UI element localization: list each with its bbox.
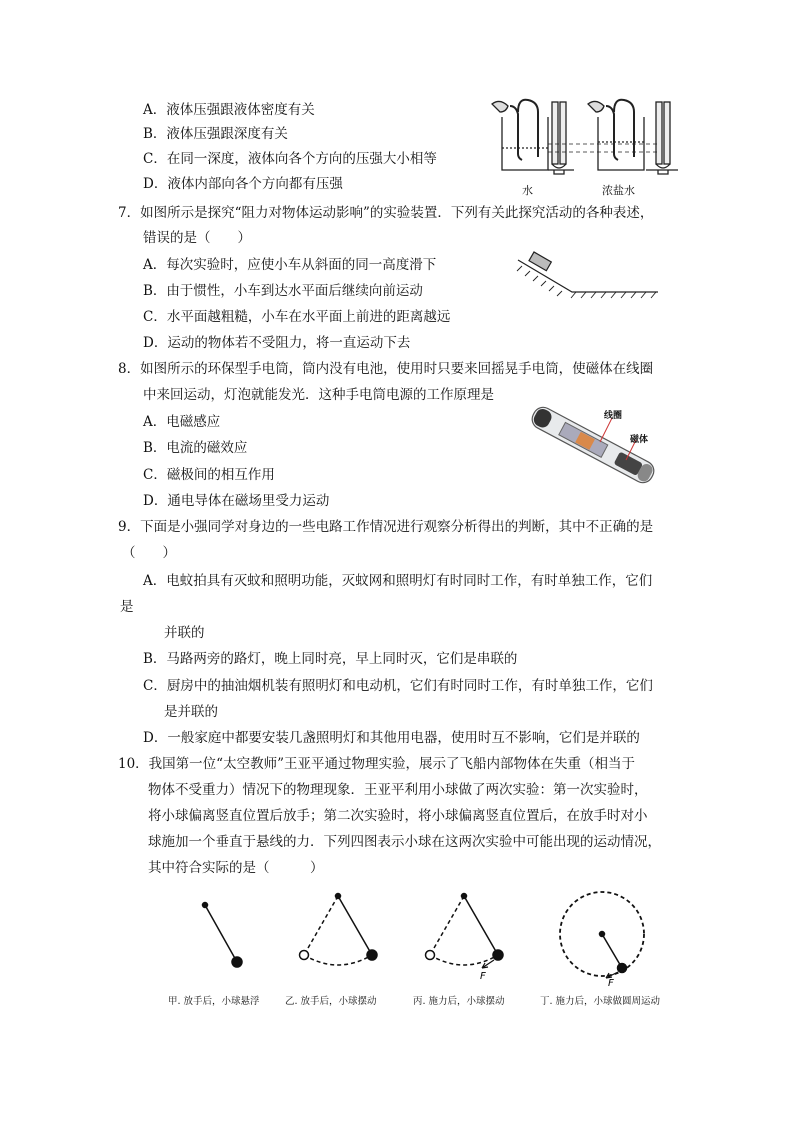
q9-option-a-cont1: 是 — [120, 599, 134, 615]
q7-stem-line1: 7．如图所示是探究“阻力对物体运动影响”的实验装置．下列有关此探究活动的各种表述， — [118, 205, 654, 221]
caption-jia: 甲. 放手后，小球悬浮 — [168, 996, 260, 1007]
q8-option-d: D．通电导体在磁场里受力运动 — [143, 493, 330, 509]
q9-option-c: C．厨房中的抽油烟机装有照明灯和电动机，它们有时同时工作，有时单独工作，它们 — [143, 678, 653, 694]
q9-stem-line2: （ ） — [122, 545, 176, 561]
q6-option-c: C．在同一深度，液体向各个方向的压强大小相等 — [143, 151, 437, 167]
q10-stem-line2: 物体不受重力）情况下的物理现象．王亚平利用小球做了两次实验：第一次实验时， — [148, 782, 648, 798]
caption-bing: 丙. 施力后，小球摆动 — [413, 996, 505, 1007]
water-label: 水 — [522, 184, 533, 197]
pendulum-figures — [160, 880, 700, 990]
q9-stem-line1: 9．下面是小强同学对身边的一些电路工作情况进行观察分析得出的判断，其中不正确的是 — [118, 519, 654, 535]
q9-option-d: D．一般家庭中都要安装几盏照明灯和其他用电器，使用时互不影响，它们是并联的 — [143, 730, 640, 746]
q7-option-a: A．每次实验时，应使小车从斜面的同一高度滑下 — [143, 257, 437, 273]
ball-start-yi — [300, 951, 309, 960]
flashlight-figure — [528, 400, 658, 490]
ball-yi — [367, 950, 377, 960]
string-jia — [205, 905, 237, 962]
q10-stem-line3: 将小球偏离竖直位置后放手；第二次实验时，将小球偏离竖直位置后，在放手时对小 — [148, 808, 648, 824]
coil-label: 线圈 — [604, 411, 623, 421]
q7-option-c: C．水平面越粗糙，小车在水平面上前进的距离越远 — [143, 309, 451, 325]
ball-start-bing — [426, 951, 435, 960]
force-label-bing: F — [480, 971, 486, 982]
q10-stem-line4: 球施加一个垂直于悬线的力．下列四图表示小球在这两次实验中可能出现的运动情况， — [148, 834, 661, 850]
ball-bing — [493, 950, 503, 960]
magnet-label: 磁体 — [630, 435, 649, 445]
ball-jia — [232, 957, 242, 967]
q9-option-a-cont2: 并联的 — [164, 625, 205, 641]
q10-stem-line5: 其中符合实际的是（ ） — [148, 860, 324, 876]
q9-option-a: A．电蚊拍具有灭蚊和照明功能，灭蚊网和照明灯有时同时工作，有时单独工作，它们 — [143, 573, 653, 589]
q7-stem-line2: 错误的是（ ） — [143, 230, 251, 246]
q8-option-c: C．磁极间的相互作用 — [143, 467, 275, 483]
q8-stem-line2: 中来回运动，灯泡就能发光．这种手电筒电源的工作原理是 — [143, 387, 494, 403]
q6-option-b: B．液体压强跟深度有关 — [143, 126, 288, 142]
caption-yi: 乙. 放手后，小球摆动 — [285, 996, 377, 1007]
q8-stem-line1: 8．如图所示的环保型手电筒，筒内没有电池，使用时只要来回摇晃手电筒，使磁体在线圈 — [118, 361, 654, 377]
q9-option-c-cont: 是并联的 — [164, 704, 218, 720]
q6-option-a: A．液体压强跟液体密度有关 — [143, 102, 315, 118]
caption-ding: 丁. 施力后，小球做圆周运动 — [540, 996, 661, 1007]
q9-option-b: B．马路两旁的路灯，晚上同时亮，早上同时灭，它们是串联的 — [143, 651, 518, 667]
q6-option-d: D．液体内部向各个方向都有压强 — [143, 176, 343, 192]
q10-stem-line1: 10．我国第一位“太空教师”王亚平通过物理实验，展示了飞船内部物体在失重（相当于 — [118, 756, 635, 772]
q8-option-b: B．电流的磁效应 — [143, 440, 248, 456]
salt-water-label: 浓盐水 — [602, 184, 635, 197]
ball-ding — [618, 964, 627, 973]
liquid-pressure-figure — [488, 92, 688, 198]
q8-option-a: A．电磁感应 — [143, 414, 221, 430]
force-label-ding: F — [608, 978, 614, 989]
q7-option-d: D．运动的物体若不受阻力，将一直运动下去 — [143, 335, 411, 351]
q7-option-b: B．由于惯性，小车到达水平面后继续向前运动 — [143, 283, 423, 299]
incline-figure — [512, 246, 662, 302]
